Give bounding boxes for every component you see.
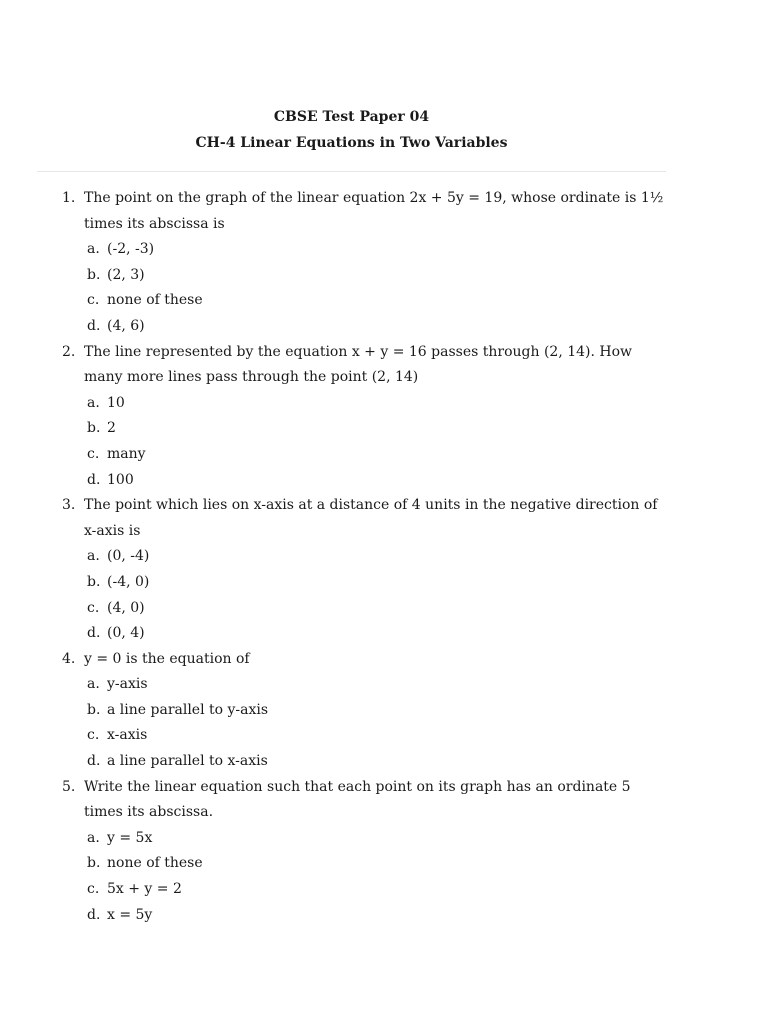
option-text: a line parallel to x-axis: [107, 753, 268, 770]
option-text: x-axis: [107, 727, 148, 744]
option-letter: d.: [87, 906, 101, 923]
option-letter: a.: [87, 394, 100, 411]
option-letter: c.: [87, 599, 100, 616]
option-text: (0, 4): [107, 625, 145, 642]
option-letter: b.: [87, 420, 101, 437]
option-letter: d.: [87, 471, 101, 488]
option-letter: d.: [87, 753, 101, 770]
option-item: [87, 391, 666, 417]
option-item: [87, 544, 666, 570]
option-item: [87, 672, 666, 698]
option-text: a line parallel to y-axis: [107, 701, 269, 718]
option-item: [87, 596, 666, 622]
option-item: [87, 903, 666, 929]
option-letter: d.: [87, 317, 101, 334]
document-header: [37, 106, 666, 158]
option-text: x = 5y: [107, 906, 153, 923]
option-letter: c.: [87, 445, 100, 462]
option-letter: a.: [87, 241, 100, 258]
question-text: The point which lies on x-axis at a distance of 4 units in the negative direction of x-axis is: [84, 497, 658, 539]
option-item: [87, 826, 666, 852]
option-text: (4, 6): [107, 317, 145, 334]
option-letter: c.: [87, 881, 100, 898]
question-text: y = 0 is the equation of: [84, 650, 250, 667]
option-text: none of these: [107, 292, 203, 309]
option-item: [87, 698, 666, 724]
question-number: 4.: [62, 650, 76, 667]
page-title: CBSE Test Paper 04: [273, 109, 430, 125]
question-text: Write the linear equation such that each point on its graph has an ordinate 5 times its abscissa.: [84, 778, 631, 821]
option-text: many: [107, 445, 146, 462]
option-letter: c.: [87, 292, 100, 309]
question-item: [62, 493, 666, 647]
option-item: [87, 749, 666, 775]
option-letter: b.: [87, 266, 101, 283]
page-subtitle: CH-4 Linear Equations in Two Variables: [195, 135, 508, 151]
question-number: 5.: [62, 778, 76, 795]
option-letter: c.: [87, 727, 100, 744]
question-number: 2.: [62, 343, 76, 360]
option-letter: a.: [87, 676, 100, 693]
question-item: [62, 186, 666, 340]
option-item: [87, 723, 666, 749]
option-letter: a.: [87, 548, 100, 565]
option-text: (0, -4): [107, 548, 150, 565]
question-list: [62, 186, 666, 928]
question-text: The line represented by the equation x + y = 16 passes through (2, 14). How many more lines pass through the point (2, 14): [84, 343, 633, 386]
question-item: [62, 775, 666, 929]
option-item: [87, 288, 666, 314]
question-text: The point on the graph of the linear equation 2x + 5y = 19, whose ordinate is 1½ times its abscissa is: [84, 190, 664, 232]
option-item: [87, 263, 666, 289]
option-text: (2, 3): [107, 266, 145, 283]
option-item: [87, 416, 666, 442]
option-letter: d.: [87, 625, 101, 642]
option-text: 10: [107, 394, 125, 411]
option-letter: b.: [87, 701, 101, 718]
option-text: 100: [107, 471, 134, 488]
option-item: [87, 237, 666, 263]
option-text: (-4, 0): [107, 573, 150, 590]
option-text: 5x + y = 2: [107, 881, 182, 898]
header-divider: [37, 171, 666, 172]
option-letter: b.: [87, 573, 101, 590]
option-item: [87, 851, 666, 877]
question-item: [62, 647, 666, 775]
question-number: 3.: [62, 497, 76, 514]
question-number: 1.: [62, 190, 76, 206]
option-text: y = 5x: [107, 829, 153, 846]
option-letter: a.: [87, 829, 100, 846]
question-item: [62, 340, 666, 494]
option-text: (-2, -3): [107, 241, 155, 258]
option-letter: b.: [87, 855, 101, 872]
option-text: (4, 0): [107, 599, 145, 616]
option-item: [87, 442, 666, 468]
option-item: [87, 621, 666, 647]
option-text: none of these: [107, 855, 203, 872]
option-text: y-axis: [107, 676, 148, 693]
option-item: [87, 877, 666, 903]
option-text: 2: [107, 420, 116, 437]
option-item: [87, 314, 666, 340]
option-item: [87, 570, 666, 596]
option-item: [87, 468, 666, 494]
